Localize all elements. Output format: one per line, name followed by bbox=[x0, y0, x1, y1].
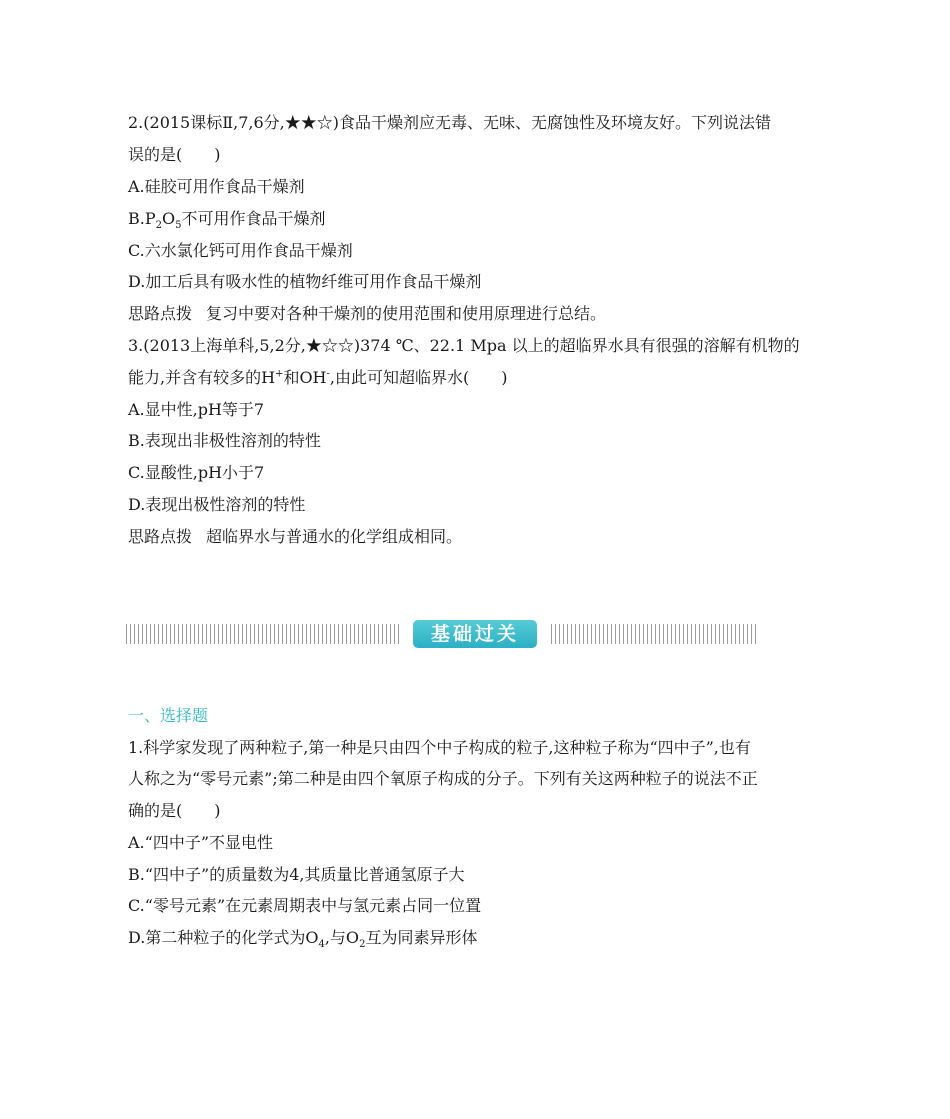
q1-option-a: A.“四中子”不显电性 bbox=[128, 833, 274, 852]
q1-stem-line-2: 人称之为“零号元素”;第二种是由四个氧原子构成的分子。下列有关这两种粒子的说法不正 bbox=[128, 769, 758, 788]
q3-option-b: B.表现出非极性溶剂的特性 bbox=[128, 431, 321, 450]
banner-stripes-right bbox=[551, 624, 756, 644]
section-heading: 一、选择题 bbox=[128, 706, 209, 725]
banner-stripes-left bbox=[126, 624, 402, 644]
q2-stem-line-2: 误的是( ) bbox=[128, 145, 221, 164]
q1-option-b: B.“四中子”的质量数为4,其质量比普通氢原子大 bbox=[128, 865, 465, 884]
q3-stem-line-1: 3.(2013上海单科,5,2分,★☆☆)374 ℃、22.1 Mpa 以上的超临界水具有很强的溶解有机物的 bbox=[128, 336, 800, 355]
q3-option-a: A.显中性,pH等于7 bbox=[128, 400, 265, 419]
q1-option-c: C.“零号元素”在元素周期表中与氢元素占同一位置 bbox=[128, 896, 482, 915]
q1-stem-line-1: 1.科学家发现了两种粒子,第一种是只由四个中子构成的粒子,这种粒子称为“四中子”,也有 bbox=[128, 738, 751, 757]
q3-hint bbox=[128, 527, 462, 547]
q2-option-b: $B.P_2O_5$不可用作食品干燥剂 bbox=[128, 209, 326, 232]
q2-stem-line-1: 2.(2015课标Ⅱ,7,6分,★★☆)食品干燥剂应无毒、无味、无腐蚀性及环境友好。下列说法错 bbox=[128, 113, 771, 132]
q3-option-d: D.表现出极性溶剂的特性 bbox=[128, 495, 306, 514]
hint-text: 复习中要对各种干燥剂的使用范围和使用原理进行总结。 bbox=[206, 304, 607, 323]
q2-option-c: C.六水氯化钙可用作食品干燥剂 bbox=[128, 241, 353, 260]
q1-stem-line-3: 确的是( ) bbox=[128, 801, 221, 820]
section-banner bbox=[126, 620, 756, 648]
q1-option-d: D.第二种粒子的化学式为$O_4$,与$O_2$互为同素异形体 bbox=[128, 928, 478, 951]
hint-label: 思路点拨 bbox=[128, 527, 193, 546]
q2-option-a: A.硅胶可用作食品干燥剂 bbox=[128, 177, 305, 196]
q3-stem-line-2: 能力,并含有较多的H+和OH-,由此可知超临界水( ) bbox=[128, 368, 508, 387]
banner-title: 基础过关 bbox=[413, 620, 537, 648]
hint-label: 思路点拨 bbox=[128, 304, 193, 323]
hint-text: 超临界水与普通水的化学组成相同。 bbox=[206, 527, 463, 546]
q2-hint bbox=[128, 304, 606, 324]
q3-option-c: C.显酸性,pH小于7 bbox=[128, 463, 265, 482]
q2-option-d: D.加工后具有吸水性的植物纤维可用作食品干燥剂 bbox=[128, 272, 482, 291]
